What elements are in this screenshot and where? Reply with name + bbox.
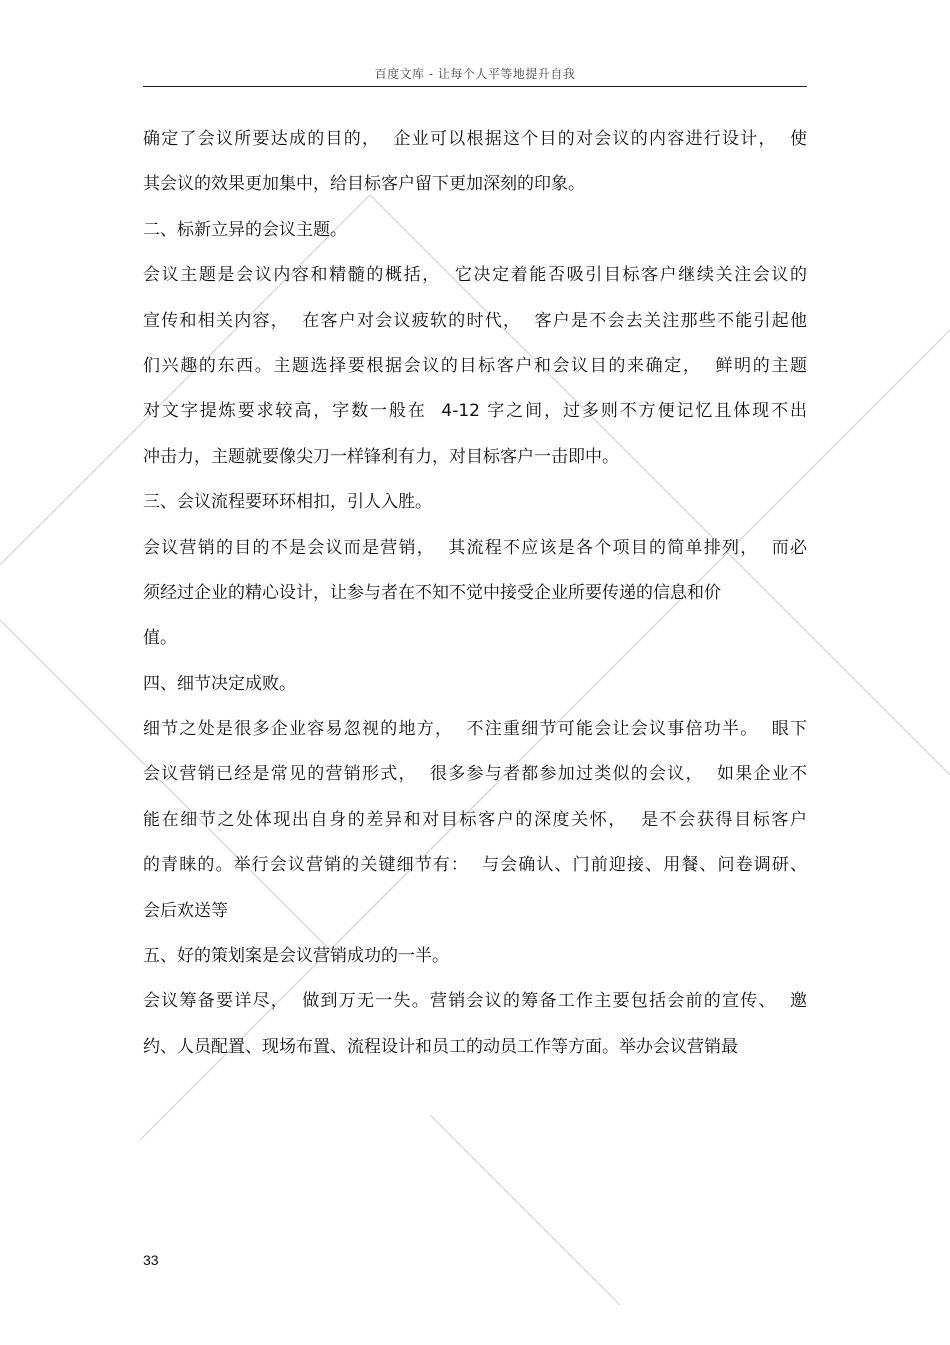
text-line: 须经过企业的精心设计，让参与者在不知不觉中接受企业所要传递的信息和价 xyxy=(143,582,721,603)
text-line: 宣传和相关内容， 在客户对会议疲软的时代， 客户是不会去关注那些不能引起他 xyxy=(143,310,807,331)
text-line: 能在细节之处体现出自身的差异和对目标客户的深度关怀， 是不会获得目标客户 xyxy=(143,809,807,830)
text-line: 会议主题是会议内容和精髓的概括， 它决定着能否吸引目标客户继续关注会议的 xyxy=(143,265,807,286)
text-line: 的青睐的。举行会议营销的关键细节有： 与会确认、门前迎接、用餐、问卷调研、 xyxy=(143,855,807,876)
text-line: 会议营销的目的不是会议而是营销， 其流程不应该是各个项目的简单排列， 而必 xyxy=(143,537,807,558)
text-line: 确定了会议所要达成的目的， 企业可以根据这个目的对会议的内容进行设计， 使 xyxy=(143,129,807,149)
document-body xyxy=(143,123,807,1076)
page-number: 33 xyxy=(143,1252,159,1268)
text-line: 约、人员配置、现场布置、流程设计和员工的动员工作等方面。举办会议营销最 xyxy=(143,1036,738,1057)
section-heading: 四、细节决定成败。 xyxy=(143,673,296,694)
text-line: 对文字提炼要求较高，字数一般在 4-12 字之间，过多则不方便记忆且体现不出 xyxy=(143,401,807,422)
text-line: 冲击力，主题就要像尖刀一样锋利有力，对目标客户一击即中。 xyxy=(143,446,619,467)
text-line: 们兴趣的东西。主题选择要根据会议的目标客户和会议目的来确定， 鲜明的主题 xyxy=(143,355,807,376)
page-header: 百度文库 - 让每个人平等地提升自我 xyxy=(143,64,807,87)
text-line: 会议筹备要详尽， 做到万无一失。营销会议的筹备工作主要包括会前的宣传、 邀 xyxy=(143,991,807,1012)
text-line: 会议营销已经是常见的营销形式， 很多参与者都参加过类似的会议， 如果企业不 xyxy=(143,764,807,785)
text-line: 会后欢送等 xyxy=(143,900,228,921)
text-line: 其会议的效果更加集中，给目标客户留下更加深刻的印象。 xyxy=(143,174,585,195)
section-heading: 三、会议流程要环环相扣，引人入胜。 xyxy=(143,492,432,513)
section-heading: 二、标新立异的会议主题。 xyxy=(143,219,347,240)
section-heading: 五、好的策划案是会议营销成功的一半。 xyxy=(143,946,449,967)
text-line: 值。 xyxy=(143,628,177,649)
text-line: 细节之处是很多企业容易忽视的地方， 不注重细节可能会让会议事倍功半。 眼下 xyxy=(143,719,807,740)
